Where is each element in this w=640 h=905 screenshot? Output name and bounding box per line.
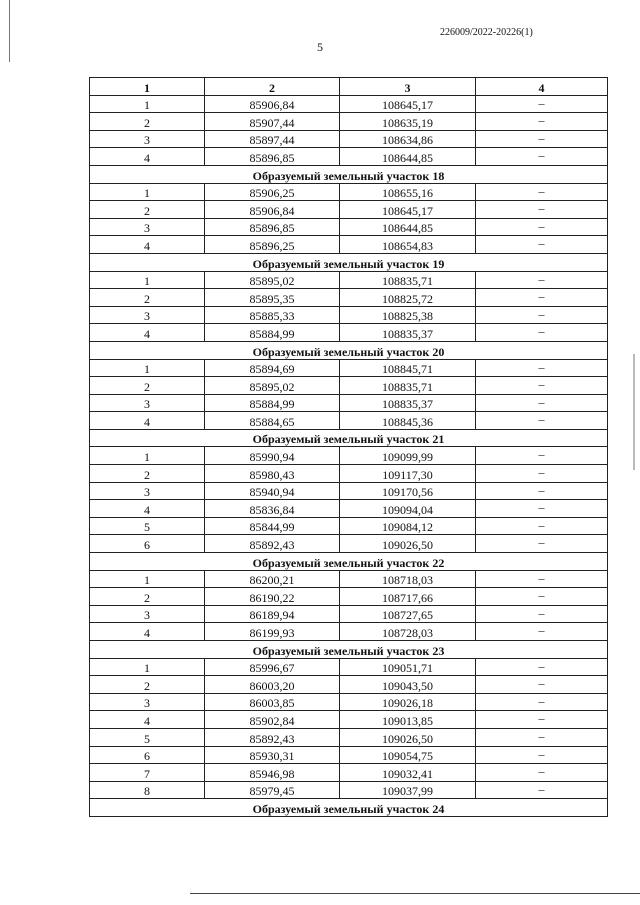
- note-cell: –: [476, 711, 608, 729]
- table-row: [90, 377, 608, 395]
- table-row: [90, 570, 608, 588]
- coordinates-table-body: [90, 78, 608, 817]
- point-number: 2: [90, 676, 205, 694]
- note-cell: –: [476, 377, 608, 395]
- table-row: [90, 623, 608, 641]
- x-coordinate: 85907,44: [205, 113, 340, 131]
- point-number: 1: [90, 570, 205, 588]
- note-cell: –: [476, 447, 608, 465]
- section-header-row: [90, 553, 608, 571]
- x-coordinate: 85896,85: [205, 218, 340, 236]
- x-coordinate: 85906,84: [205, 201, 340, 219]
- y-coordinate: 108845,36: [340, 412, 476, 430]
- table-row: [90, 394, 608, 412]
- table-row: [90, 113, 608, 131]
- x-coordinate: 85884,99: [205, 394, 340, 412]
- y-coordinate: 108634,86: [340, 130, 476, 148]
- table-row: [90, 130, 608, 148]
- note-cell: –: [476, 289, 608, 307]
- point-number: 1: [90, 447, 205, 465]
- point-number: 4: [90, 236, 205, 254]
- x-coordinate: 85895,02: [205, 377, 340, 395]
- y-coordinate: 109054,75: [340, 746, 476, 764]
- note-cell: –: [476, 588, 608, 606]
- document-number: 226009/2022-20226(1): [440, 27, 533, 38]
- x-coordinate: 85906,25: [205, 183, 340, 201]
- y-coordinate: 109032,41: [340, 764, 476, 782]
- table-row: [90, 728, 608, 746]
- point-number: 1: [90, 95, 205, 113]
- x-coordinate: 85884,99: [205, 324, 340, 342]
- note-cell: –: [476, 605, 608, 623]
- note-cell: –: [476, 781, 608, 799]
- y-coordinate: 109117,30: [340, 465, 476, 483]
- section-title: Образуемый земельный участок 23: [90, 641, 608, 659]
- x-coordinate: 85896,25: [205, 236, 340, 254]
- x-coordinate: 85896,85: [205, 148, 340, 166]
- y-coordinate: 108825,38: [340, 306, 476, 324]
- table-row: [90, 271, 608, 289]
- note-cell: –: [476, 746, 608, 764]
- table-row: [90, 201, 608, 219]
- column-header-3: 3: [340, 78, 476, 96]
- x-coordinate: 85940,94: [205, 482, 340, 500]
- point-number: 4: [90, 500, 205, 518]
- note-cell: –: [476, 359, 608, 377]
- point-number: 3: [90, 693, 205, 711]
- note-cell: –: [476, 201, 608, 219]
- table-row: [90, 764, 608, 782]
- y-coordinate: 109037,99: [340, 781, 476, 799]
- y-coordinate: 108727,65: [340, 605, 476, 623]
- scan-edge-mark: [633, 354, 635, 470]
- point-number: 5: [90, 728, 205, 746]
- table-row: [90, 588, 608, 606]
- section-title: Образуемый земельный участок 21: [90, 429, 608, 447]
- y-coordinate: 108825,72: [340, 289, 476, 307]
- point-number: 3: [90, 218, 205, 236]
- y-coordinate: 108728,03: [340, 623, 476, 641]
- note-cell: –: [476, 394, 608, 412]
- y-coordinate: 108645,17: [340, 95, 476, 113]
- note-cell: –: [476, 236, 608, 254]
- x-coordinate: 85844,99: [205, 517, 340, 535]
- section-title: Образуемый земельный участок 19: [90, 253, 608, 271]
- table-row: [90, 535, 608, 553]
- table-row: [90, 447, 608, 465]
- table-row: [90, 236, 608, 254]
- y-coordinate: 108635,19: [340, 113, 476, 131]
- point-number: 4: [90, 412, 205, 430]
- y-coordinate: 109026,50: [340, 535, 476, 553]
- point-number: 1: [90, 271, 205, 289]
- y-coordinate: 109051,71: [340, 658, 476, 676]
- y-coordinate: 108845,71: [340, 359, 476, 377]
- point-number: 2: [90, 289, 205, 307]
- point-number: 8: [90, 781, 205, 799]
- y-coordinate: 109099,99: [340, 447, 476, 465]
- section-title: Образуемый земельный участок 20: [90, 341, 608, 359]
- y-coordinate: 108718,03: [340, 570, 476, 588]
- footer-line: [190, 893, 640, 894]
- point-number: 4: [90, 711, 205, 729]
- table-row: [90, 500, 608, 518]
- x-coordinate: 85892,43: [205, 535, 340, 553]
- note-cell: –: [476, 324, 608, 342]
- section-title: Образуемый земельный участок 24: [90, 799, 608, 817]
- x-coordinate: 86003,85: [205, 693, 340, 711]
- section-header-row: [90, 429, 608, 447]
- column-header-1: 1: [90, 78, 205, 96]
- x-coordinate: 85902,84: [205, 711, 340, 729]
- x-coordinate: 85884,65: [205, 412, 340, 430]
- y-coordinate: 109013,85: [340, 711, 476, 729]
- y-coordinate: 108644,85: [340, 218, 476, 236]
- x-coordinate: 86003,20: [205, 676, 340, 694]
- section-header-row: [90, 799, 608, 817]
- table-row: [90, 148, 608, 166]
- y-coordinate: 109026,18: [340, 693, 476, 711]
- y-coordinate: 109026,50: [340, 728, 476, 746]
- x-coordinate: 85894,69: [205, 359, 340, 377]
- point-number: 2: [90, 588, 205, 606]
- x-coordinate: 85979,45: [205, 781, 340, 799]
- y-coordinate: 108835,71: [340, 271, 476, 289]
- section-header-row: [90, 165, 608, 183]
- point-number: 3: [90, 306, 205, 324]
- point-number: 2: [90, 113, 205, 131]
- point-number: 1: [90, 658, 205, 676]
- point-number: 1: [90, 359, 205, 377]
- x-coordinate: 86190,22: [205, 588, 340, 606]
- y-coordinate: 109170,56: [340, 482, 476, 500]
- point-number: 4: [90, 324, 205, 342]
- y-coordinate: 108655,16: [340, 183, 476, 201]
- table-row: [90, 605, 608, 623]
- x-coordinate: 85885,33: [205, 306, 340, 324]
- table-row: [90, 517, 608, 535]
- x-coordinate: 86199,93: [205, 623, 340, 641]
- note-cell: –: [476, 500, 608, 518]
- note-cell: –: [476, 658, 608, 676]
- table-row: [90, 183, 608, 201]
- y-coordinate: 108835,37: [340, 394, 476, 412]
- note-cell: –: [476, 148, 608, 166]
- table-row: [90, 711, 608, 729]
- section-header-row: [90, 641, 608, 659]
- table-row: [90, 95, 608, 113]
- section-title: Образуемый земельный участок 18: [90, 165, 608, 183]
- note-cell: –: [476, 465, 608, 483]
- point-number: 3: [90, 605, 205, 623]
- table-row: [90, 412, 608, 430]
- x-coordinate: 85990,94: [205, 447, 340, 465]
- table-row: [90, 359, 608, 377]
- point-number: 2: [90, 201, 205, 219]
- point-number: 3: [90, 482, 205, 500]
- y-coordinate: 108654,83: [340, 236, 476, 254]
- note-cell: –: [476, 95, 608, 113]
- note-cell: –: [476, 764, 608, 782]
- x-coordinate: 85897,44: [205, 130, 340, 148]
- table-header-row: [90, 78, 608, 96]
- table-row: [90, 289, 608, 307]
- point-number: 4: [90, 623, 205, 641]
- x-coordinate: 85836,84: [205, 500, 340, 518]
- x-coordinate: 86200,21: [205, 570, 340, 588]
- coordinates-table: [89, 77, 608, 817]
- page-number: 5: [317, 40, 323, 54]
- note-cell: –: [476, 183, 608, 201]
- x-coordinate: 86189,94: [205, 605, 340, 623]
- table-row: [90, 746, 608, 764]
- section-header-row: [90, 341, 608, 359]
- note-cell: –: [476, 535, 608, 553]
- x-coordinate: 85946,98: [205, 764, 340, 782]
- note-cell: –: [476, 218, 608, 236]
- table-row: [90, 676, 608, 694]
- section-title: Образуемый земельный участок 22: [90, 553, 608, 571]
- y-coordinate: 108644,85: [340, 148, 476, 166]
- point-number: 7: [90, 764, 205, 782]
- point-number: 3: [90, 130, 205, 148]
- column-header-2: 2: [205, 78, 340, 96]
- note-cell: –: [476, 306, 608, 324]
- y-coordinate: 108717,66: [340, 588, 476, 606]
- x-coordinate: 85980,43: [205, 465, 340, 483]
- x-coordinate: 85895,35: [205, 289, 340, 307]
- column-header-4: 4: [476, 78, 608, 96]
- note-cell: –: [476, 570, 608, 588]
- y-coordinate: 108835,37: [340, 324, 476, 342]
- note-cell: –: [476, 728, 608, 746]
- table-row: [90, 781, 608, 799]
- y-coordinate: 109094,04: [340, 500, 476, 518]
- y-coordinate: 108645,17: [340, 201, 476, 219]
- table-row: [90, 482, 608, 500]
- x-coordinate: 85930,31: [205, 746, 340, 764]
- point-number: 6: [90, 746, 205, 764]
- y-coordinate: 109043,50: [340, 676, 476, 694]
- note-cell: –: [476, 517, 608, 535]
- table-row: [90, 306, 608, 324]
- note-cell: –: [476, 130, 608, 148]
- note-cell: –: [476, 693, 608, 711]
- point-number: 4: [90, 148, 205, 166]
- note-cell: –: [476, 271, 608, 289]
- note-cell: –: [476, 113, 608, 131]
- table-row: [90, 465, 608, 483]
- table-row: [90, 324, 608, 342]
- note-cell: –: [476, 623, 608, 641]
- table-row: [90, 693, 608, 711]
- point-number: 2: [90, 465, 205, 483]
- y-coordinate: 109084,12: [340, 517, 476, 535]
- table-row: [90, 218, 608, 236]
- point-number: 2: [90, 377, 205, 395]
- point-number: 5: [90, 517, 205, 535]
- point-number: 1: [90, 183, 205, 201]
- y-coordinate: 108835,71: [340, 377, 476, 395]
- table-row: [90, 658, 608, 676]
- point-number: 6: [90, 535, 205, 553]
- note-cell: –: [476, 482, 608, 500]
- x-coordinate: 85996,67: [205, 658, 340, 676]
- note-cell: –: [476, 676, 608, 694]
- section-header-row: [90, 253, 608, 271]
- x-coordinate: 85895,02: [205, 271, 340, 289]
- x-coordinate: 85892,43: [205, 728, 340, 746]
- point-number: 3: [90, 394, 205, 412]
- x-coordinate: 85906,84: [205, 95, 340, 113]
- page-edge-line: [9, 0, 10, 62]
- note-cell: –: [476, 412, 608, 430]
